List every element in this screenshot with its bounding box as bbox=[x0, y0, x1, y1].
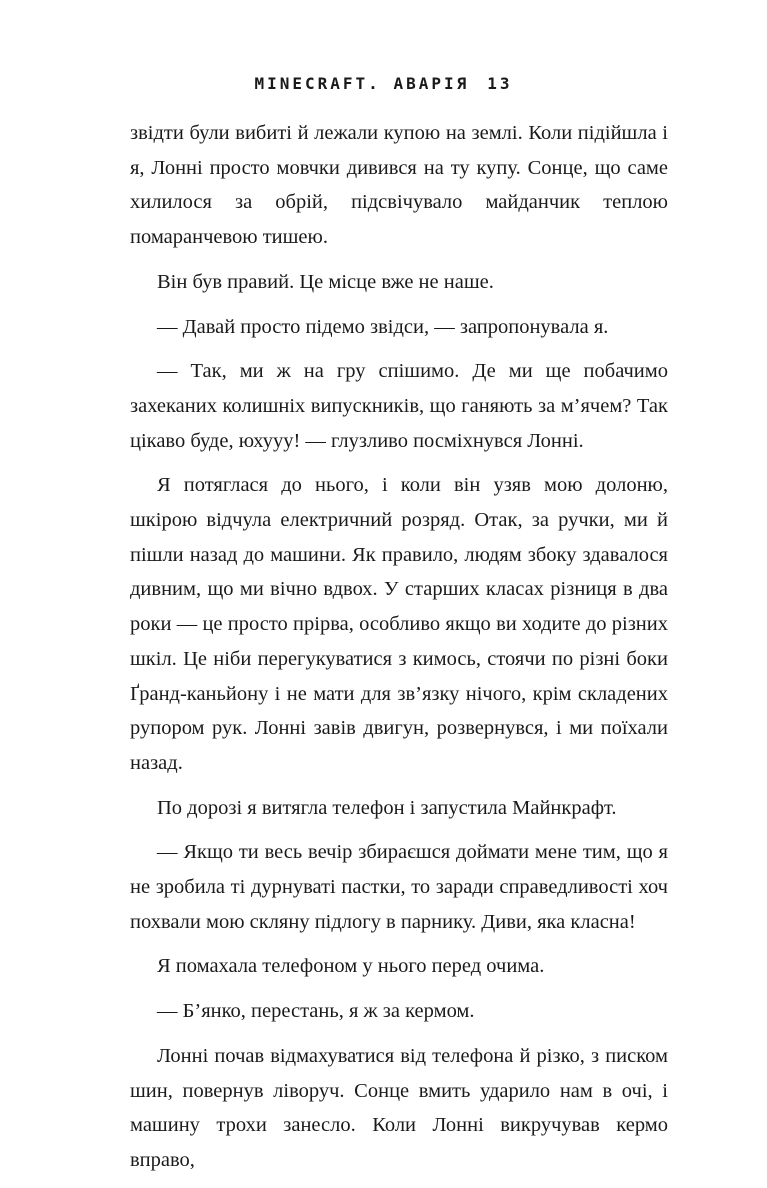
running-head bbox=[0, 74, 767, 93]
paragraph: — Давай просто підемо звідси, — запропонувала я. bbox=[157, 315, 609, 338]
paragraph: звідти були вибиті й лежали купою на землі. Коли підійшла і я, Лонні просто мовчки дивився на ту купу. Сонце, що саме хилилося за обрій, підсвічувало майданчик теплою помаранчевою тишею. bbox=[130, 122, 668, 249]
paragraph: Лонні почав відмахуватися від телефона й різко, з писком шин, повернув ліворуч. Сонце вмить ударило нам в очі, і машину трохи занесло. Коли Лонні викручував кермо вправо, bbox=[130, 1044, 668, 1171]
paragraph: — Так, ми ж на гру спішимо. Де ми ще побачимо захеканих колишніх випускників, що ганяють за м’ячем? Так цікаво буде, юхууу! — глузливо посміхнувся Лонні. bbox=[130, 360, 668, 452]
page-number: 13 bbox=[487, 74, 513, 93]
paragraph: Я потяглася до нього, і коли він узяв мою долоню, шкірою відчула електричний розряд. Отак, за ручки, ми й пішли назад до машини. Як правило, людям збоку здавалося дивним, що ми вічно вдвох. У старших класах різниця в два роки — це просто прірва, особливо якщо ви ходите до різних шкіл. Це ніби перегукуватися з кимось, стоячи по різні боки Ґранд-каньйону і не мати для зв’язку нічого, крім складених рупором рук. Лонні завів двигун, розвернувся, і ми поїхали назад. bbox=[130, 474, 668, 774]
paragraph: — Б’янко, перестань, я ж за кермом. bbox=[157, 1000, 475, 1023]
running-head-title: MINECRAFT. АВАРІЯ bbox=[254, 74, 470, 93]
paragraph: Він був правий. Це місце вже не наше. bbox=[157, 270, 494, 293]
paragraph: — Якщо ти весь вечір збираєшся доймати мене тим, що я не зробила ті дурнуваті пастки, то заради справедливості хоч похвали мою скляну підлогу в парнику. Диви, яка класна! bbox=[130, 841, 668, 933]
body-text bbox=[130, 116, 668, 1188]
paragraph: Я помахала телефоном у нього перед очима. bbox=[157, 955, 545, 978]
paragraph: По дорозі я витягла телефон і запустила Майнкрафт. bbox=[157, 796, 617, 819]
